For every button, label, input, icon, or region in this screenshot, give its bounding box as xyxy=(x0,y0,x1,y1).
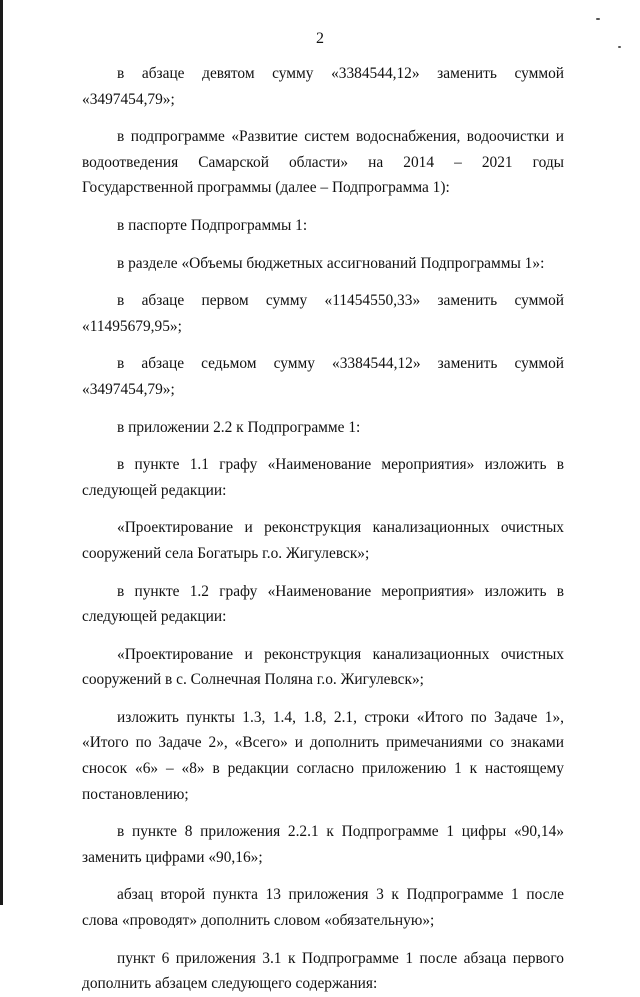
document-body xyxy=(82,61,564,997)
paragraph: в пункте 8 приложения 2.2.1 к Подпрограмме 1 цифры «90,14» заменить цифрами «90,16»; xyxy=(82,823,564,866)
scan-edge xyxy=(0,0,3,905)
paragraph: изложить пункты 1.3, 1.4, 1.8, 2.1, строки «Итого по Задаче 1», «Итого по Задаче 2», «Всего» и дополнить примечаниями со знаками сносок «6» – «8» в редакции согласно приложению 1 к настоящему постановлению; xyxy=(82,708,564,803)
paragraph: в абзаце девятом сумму «3384544,12» заменить суммой «3497454,79»; xyxy=(82,65,564,108)
paragraph: пункт 6 приложения 3.1 к Подпрограмме 1 после абзаца первого дополнить абзацем следующего содержания: xyxy=(82,949,564,993)
paragraph: в паспорте Подпрограммы 1: xyxy=(117,216,308,234)
paragraph: в пункте 1.2 графу «Наименование мероприятия» изложить в следующей редакции: xyxy=(82,582,564,626)
paragraph: «Проектирование и реконструкция канализационных очистных сооружений села Богатырь г.о. Жигулевск»; xyxy=(82,519,564,562)
paragraph: «Проектирование и реконструкция канализационных очистных сооружений в с. Солнечная Поляна г.о. Жигулевск»; xyxy=(82,645,564,689)
paragraph: в разделе «Объемы бюджетных ассигнований Подпрограммы 1»: xyxy=(117,254,545,272)
paragraph: в подпрограмме «Развитие систем водоснабжения, водоочистки и водоотведения Самарской области» на 2014 – 2021 годы Государственной программы (далее – Подпрограмма 1): xyxy=(82,128,564,197)
page-number: 2 xyxy=(316,30,324,47)
paragraph: в приложении 2.2 к Подпрограмме 1: xyxy=(117,418,361,436)
paragraph: абзац второй пункта 13 приложения 3 к Подпрограмме 1 после слова «проводят» дополнить словом «обязательную»; xyxy=(82,886,564,930)
scan-speck xyxy=(596,18,600,20)
paragraph: в пункте 1.1 графу «Наименование мероприятия» изложить в следующей редакции: xyxy=(82,456,564,499)
paragraph: в абзаце первом сумму «11454550,33» заменить суммой «11495679,95»; xyxy=(82,292,564,335)
paragraph: в абзаце седьмом сумму «3384544,12» заменить суммой «3497454,79»; xyxy=(82,355,564,398)
